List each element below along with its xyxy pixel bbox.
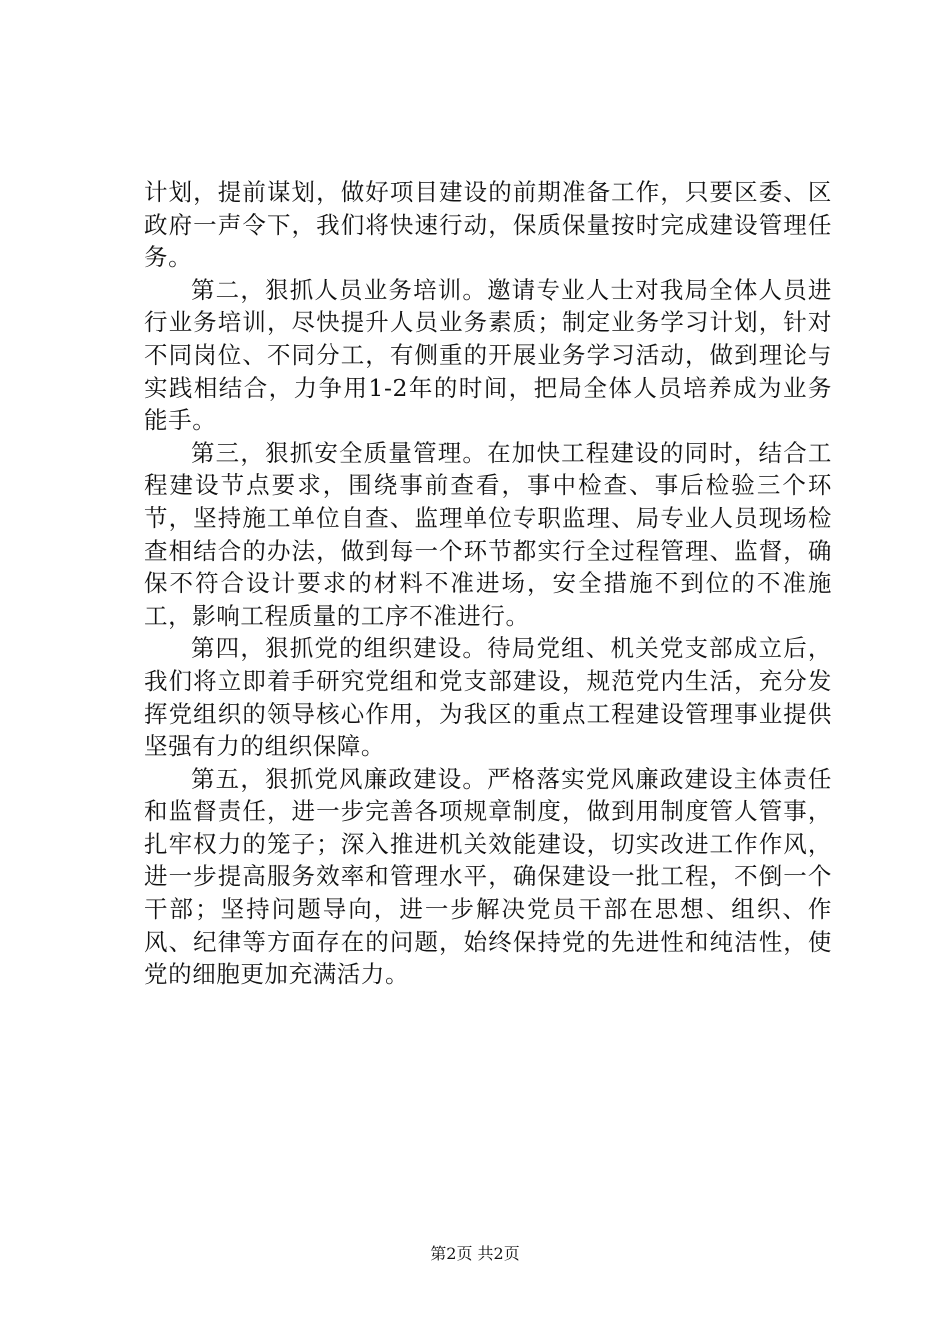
paragraph-second: 第二，狠抓人员业务培训。邀请专业人士对我局全体人员进行业务培训，尽快提升人员业务素质；制定业务学习计划，针对不同岗位、不同分工，有侧重的开展业务学习活动，做到理论与实践相结合，力争用1-2年的时间，把局全体人员培养成为业务能手。 bbox=[144, 275, 832, 435]
paragraph-continuation: 计划，提前谋划，做好项目建设的前期准备工作，只要区委、区政府一声令下，我们将快速行动，保质保量按时完成建设管理任务。 bbox=[144, 178, 832, 272]
paragraph-fifth: 第五，狠抓党风廉政建设。严格落实党风廉政建设主体责任和监督责任，进一步完善各项规章制度，做到用制度管人管事，扎牢权力的笼子；深入推进机关效能建设，切实改进工作作风，进一步提高服务效率和管理水平，确保建设一批工程，不倒一个干部；坚持问题导向，进一步解决党员干部在思想、组织、作风、纪律等方面存在的问题，始终保持党的先进性和纯洁性，使党的细胞更加充满活力。 bbox=[144, 764, 832, 989]
paragraph-third: 第三，狠抓安全质量管理。在加快工程建设的同时，结合工程建设节点要求，围绕事前查看，事中检查、事后检验三个环节，坚持施工单位自查、监理单位专职监理、局专业人员现场检查相结合的办法，做到每一个环节都实行全过程管理、监督，确保不符合设计要求的材料不准进场，安全措施不到位的不准施工，影响工程质量的工序不准进行。 bbox=[144, 438, 832, 630]
page-footer: 第2页 共2页 bbox=[430, 1244, 520, 1263]
document-body bbox=[144, 176, 832, 991]
paragraph-fourth: 第四，狠抓党的组织建设。待局党组、机关党支部成立后，我们将立即着手研究党组和党支部建设，规范党内生活，充分发挥党组织的领导核心作用，为我区的重点工程建设管理事业提供坚强有力的组织保障。 bbox=[144, 634, 832, 761]
